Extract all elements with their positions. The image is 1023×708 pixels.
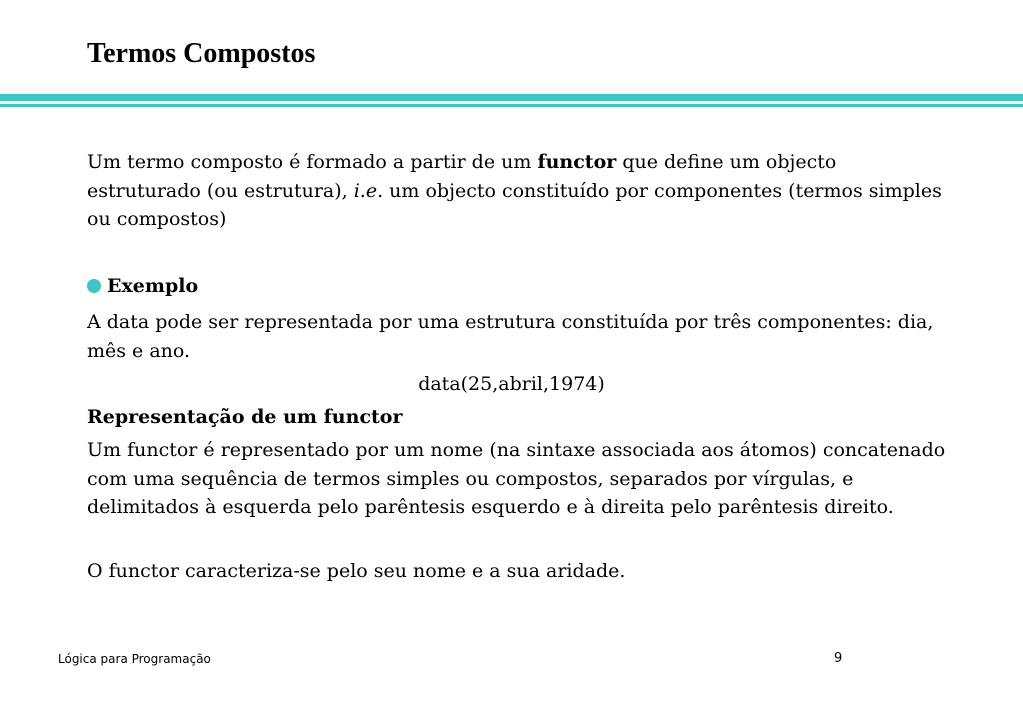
representation-paragraph: Um functor é representado por um nome (na sintaxe associada aos átomos) concatenado com uma sequência de termos simples ou compostos, separados por vírgulas, e delimitados à esquerda pelo parêntesis esquerdo e à direita pelo parêntesis direito. [87, 439, 946, 518]
footer-course: Lógica para Programação [58, 652, 211, 666]
page-title: Termos Compostos [87, 38, 316, 69]
example-code: data(25,abril,1974) [418, 373, 605, 395]
intro-bold-functor: functor [537, 151, 617, 173]
example-heading: Exemplo [107, 275, 199, 297]
example-paragraph: A data pode ser representada por uma estrutura constituída por três componentes: dia, mês e ano. [87, 311, 934, 362]
intro-text-2: que define um objecto estruturado (ou estrutura), [87, 151, 837, 202]
representation-heading: Representação de um functor [87, 406, 403, 428]
example-bullet [87, 272, 198, 300]
title-divider-thick [0, 94, 1023, 101]
intro-italic-ie: i.e. [353, 179, 384, 202]
closing-paragraph: O functor caracteriza-se pelo seu nome e a sua aridade. [87, 560, 626, 582]
title-divider-thin [0, 104, 1023, 107]
intro-paragraph [87, 148, 947, 234]
example-code-line [0, 370, 1023, 398]
footer-page-number: 9 [834, 651, 843, 666]
intro-text-3: um objecto constituído por componentes (termos simples ou compostos) [87, 179, 942, 230]
bullet-dot-icon [87, 279, 101, 293]
intro-text-1: Um termo composto é formado a partir de um [87, 151, 538, 173]
